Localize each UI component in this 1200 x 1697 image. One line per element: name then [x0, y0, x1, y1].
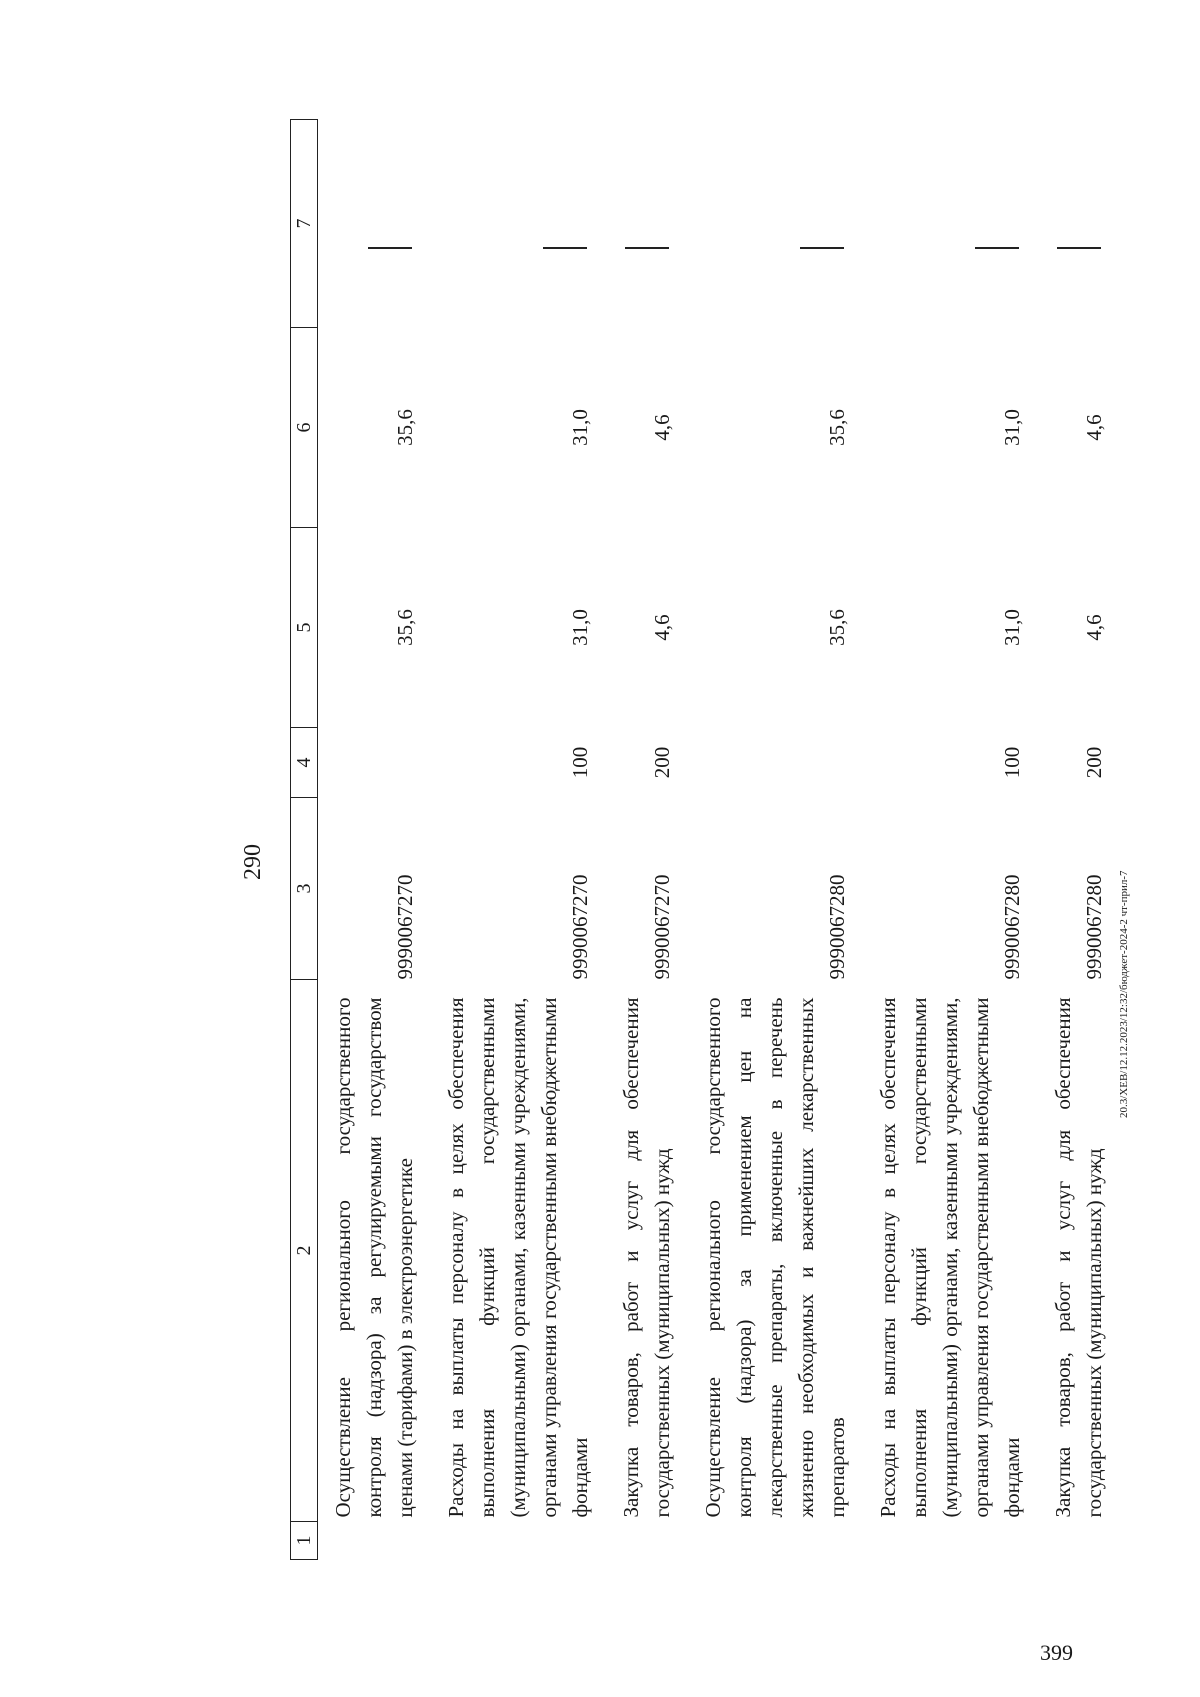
table-row: [688, 120, 863, 1560]
target-code-cell: 9990067270: [568, 874, 592, 980]
dash-mark: [1057, 248, 1101, 250]
description-cell: Расходы на выплаты персоналу в целях обеспечения выполнения функций государственными (муниципальными) органами, казенными учреждениями, органами управления государственными внебюджетными фондами: [876, 997, 1024, 1518]
dash-cell: [688, 120, 863, 328]
description-cell: Осуществление регионального государственного контроля (надзора) за регулируемыми государством ценами (тарифами) в электроэнергетике: [331, 997, 417, 1518]
amount-cell: 35,6: [825, 609, 849, 646]
row-number-cell: [431, 1522, 606, 1560]
dash-mark: [368, 248, 412, 250]
dash-cell: [1038, 120, 1120, 328]
table-row: [431, 120, 606, 1560]
column-header: 2: [291, 980, 318, 1522]
expense-type-cell: 100: [568, 746, 592, 779]
rotated-page: [170, 90, 1190, 1590]
dash-cell: [863, 120, 1038, 328]
target-code-cell: 9990067270: [650, 874, 674, 980]
dash-mark: [625, 248, 669, 250]
column-header: 3: [291, 798, 318, 980]
amount-cell: 31,0: [568, 609, 592, 646]
column-header: 5: [291, 528, 318, 728]
row-number-cell: [863, 1522, 1038, 1560]
column-header: 4: [291, 728, 318, 798]
description-cell: Закупка товаров, работ и услуг для обеспечения государственных (муниципальных) нужд: [1051, 997, 1106, 1518]
amount-cell: 35,6: [393, 609, 417, 646]
header-row: [291, 120, 318, 1560]
description-cell: Закупка товаров, работ и услуг для обеспечения государственных (муниципальных) нужд: [619, 997, 674, 1518]
expense-type-cell: 200: [650, 746, 674, 779]
amount-cell: 4,6: [650, 414, 674, 441]
expense-type-cell: [688, 728, 863, 798]
row-number-cell: [688, 1522, 863, 1560]
table-row: [1038, 120, 1120, 1560]
column-header: 6: [291, 328, 318, 528]
row-number-cell: [318, 1522, 432, 1560]
row-number-cell: [1038, 1522, 1120, 1560]
table-row: [863, 120, 1038, 1560]
amount-cell: 31,0: [568, 409, 592, 446]
page-number: 290: [240, 844, 266, 880]
amount-cell: 4,6: [1082, 414, 1106, 441]
dash-mark: [975, 248, 1019, 250]
dash-mark: [543, 248, 587, 250]
amount-cell: 31,0: [1000, 409, 1024, 446]
sheet-number: 399: [1040, 1640, 1073, 1665]
column-header: 1: [291, 1522, 318, 1560]
column-header: 7: [291, 120, 318, 328]
table-row: [318, 120, 432, 1560]
amount-cell: 4,6: [1082, 614, 1106, 641]
target-code-cell: 9990067280: [1000, 874, 1024, 980]
amount-cell: 4,6: [650, 614, 674, 641]
dash-mark: [800, 248, 844, 250]
target-code-cell: 9990067270: [393, 874, 417, 980]
target-code-cell: 9990067280: [1082, 874, 1106, 980]
description-cell: Осуществление регионального государственного контроля (надзора) за применением цен на лекарственные препараты, включенные в перечень жизненно необходимых и важнейших лекарственных препаратов: [701, 997, 849, 1518]
expense-type-cell: [318, 728, 432, 798]
dash-cell: [606, 120, 688, 328]
row-number-cell: [606, 1522, 688, 1560]
dash-cell: [431, 120, 606, 328]
expense-type-cell: 200: [1082, 746, 1106, 779]
dash-cell: [318, 120, 432, 328]
amount-cell: 35,6: [825, 409, 849, 446]
description-cell: Расходы на выплаты персоналу в целях обеспечения выполнения функций государственными (муниципальными) органами, казенными учреждениями, органами управления государственными внебюджетными фондами: [444, 997, 592, 1518]
budget-table: [290, 119, 1120, 1560]
amount-cell: 35,6: [393, 409, 417, 446]
amount-cell: 31,0: [1000, 609, 1024, 646]
margin-file-code: 20.3/ХЕВ/12.12.2023/12:32/бюджет-2024-2 чт-прил-7: [1118, 870, 1130, 1118]
table-row: [606, 120, 688, 1560]
target-code-cell: 9990067280: [825, 874, 849, 980]
expense-type-cell: 100: [1000, 746, 1024, 779]
